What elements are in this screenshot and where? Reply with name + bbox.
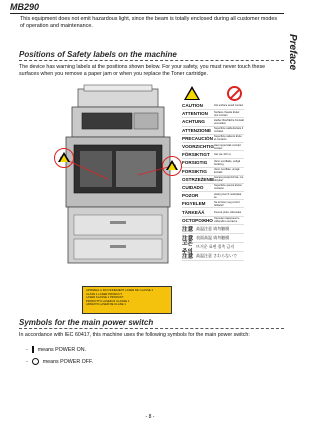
warning-row: OCTOPOЖНО Горячая поверхность избегайте контакта — [182, 217, 244, 225]
power-on-icon — [32, 346, 34, 353]
power-off-item: - means POWER OFF. — [26, 358, 94, 365]
safety-labels-heading: Positions of Safety labels on the machine — [19, 50, 177, 59]
warning-row: VOORZICHTIG Heet oppervlak vermijd contact — [182, 143, 244, 151]
warning-row-asian: 고온주의 뜨거운 표면 접촉 금지 — [182, 243, 244, 252]
warning-row: PRECAUCIÓN Superficie caliente Evite el contacto — [182, 135, 244, 143]
warning-row: TÄRKEÄÄ Kuuma pinta. Älä koske — [182, 208, 244, 216]
heading-rule — [19, 60, 284, 61]
power-on-item: - means POWER ON. — [26, 346, 87, 353]
warning-row-asian: 注意 高温注意 さわらないで — [182, 252, 244, 261]
power-switch-paragraph: In accordance with IEC 60417, this machine uses the following symbols for the main power switch: — [19, 332, 250, 338]
power-off-icon — [32, 358, 39, 365]
safety-labels-paragraph: The device has warning labels at the positions shown below. For your safety, you must never touch these surfaces when you remove a paper jam or when you replace the Toner cartridge. — [19, 64, 266, 77]
warning-triangle-icon — [166, 160, 178, 170]
warning-row: FORSIKTIG Varm overflate, unngå kontakt — [182, 168, 244, 176]
warning-row: CUIDADO Superfície quente Evitar contacto — [182, 184, 244, 192]
page-number: - 8 - — [145, 414, 155, 420]
machine-illustration — [58, 83, 178, 283]
warning-row-asian: 注意 高温注意 请勿触摸 — [182, 225, 244, 234]
model-name: MB290 — [10, 2, 40, 12]
warning-row: FIGYELEM Ne érintse meg a forró felületet! — [182, 200, 244, 208]
warning-triangle-icon — [58, 152, 70, 162]
warning-row: CAUTION Hot surface avoid contact — [182, 102, 244, 110]
warning-row: OSTRZEŻENIE Gorąca powierzchnia, nie dotykać — [182, 176, 244, 183]
no-touch-icon — [227, 86, 242, 101]
warning-row: FÖRSIKTIGT Het yta. Rör ej — [182, 151, 244, 159]
warning-row: FORSIGTIG Varm overflade, undgå berøring — [182, 159, 244, 167]
hot-surface-warning-label — [182, 84, 244, 284]
warning-row-asian: 注意 表面高温 请勿触摸 — [182, 234, 244, 243]
warning-triangle-icon — [184, 86, 200, 100]
header-rule — [10, 13, 284, 14]
heading-rule — [19, 328, 284, 329]
warning-row: ATTENTION Surface chaude Eviter tout contact — [182, 110, 244, 118]
warning-row: POZOR Horký povrch nedotýkat se — [182, 192, 244, 200]
power-switch-heading: Symbols for the main power switch — [19, 318, 154, 327]
warning-row: ACHTUNG Heiße Oberfläche Kontakt vermeiden — [182, 118, 244, 125]
laser-class-label: APPAREIL À RAYONNEMENT LASER DE CLASSE 1 CLASS 1 LASER PRODUCT LASER KLASSE 1 PRODUKT PRODOTTO LASER DI CLASSE 1 APARATO LÁSER DE CLASE 1 — [82, 286, 172, 314]
section-tab: Preface — [287, 34, 298, 71]
warning-row: ATTENZIONE Superficie calda Evitare il contatto — [182, 127, 244, 134]
warning-label-header — [182, 84, 244, 102]
intro-paragraph: This equipment does not emit hazardous light, since the beam is totally enclosed during all customer modes of operation and maintenance. — [20, 16, 278, 29]
